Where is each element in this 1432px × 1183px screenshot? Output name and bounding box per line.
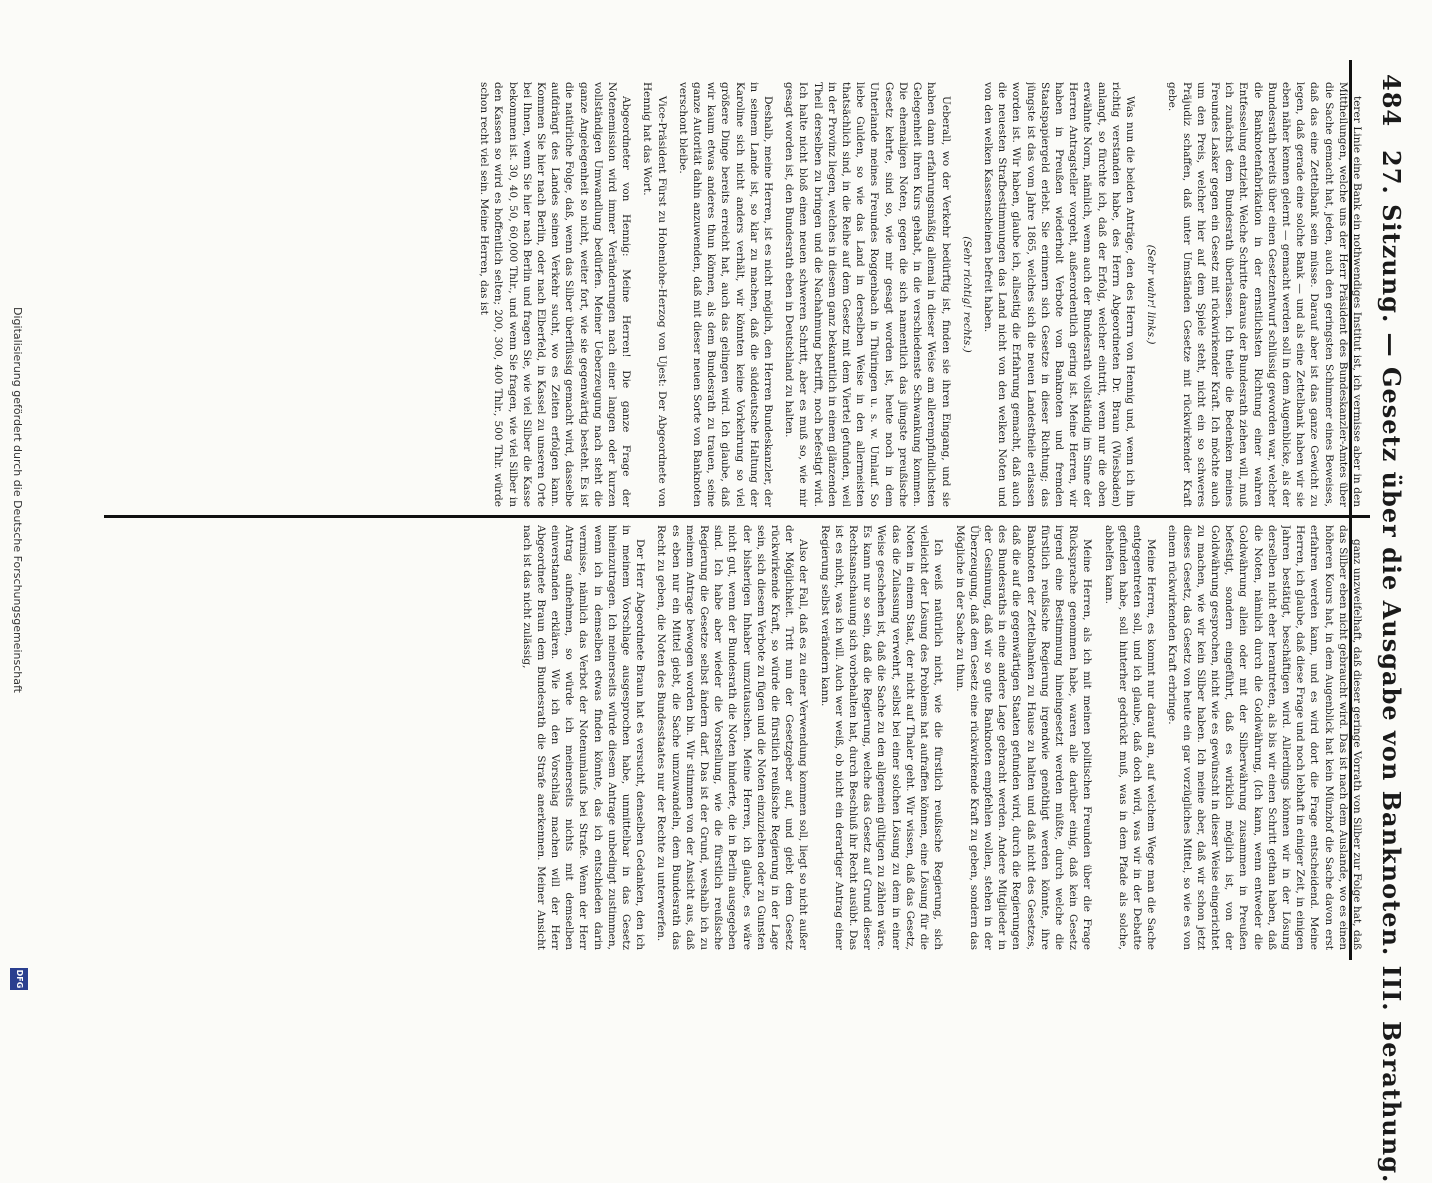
right-column [110,525,1364,950]
interjection: (Sehr richtig! rechts.) [960,236,973,353]
paragraph: terer Linie eine Bank ein nothwendiges Institut ist, ich vermisse aber in den Mittheilungen, welche uns der Herr Präsident des Bundeskanzler-Amtes über die Sache gemacht hat, jeden, auch den geringsten Schimmer eines Beweises, daß das eine Zettelbank sein müsse. Darauf aber ist das ganze Gewicht zu legen, daß gerade eine solche Bank — und als eine Zettelbank haben wir sie eben näher kennen gelernt — gemacht werden soll in dem Augenblicke, als der Bundesrath bereits über einen Gesetzentwurf schlüssig geworden war, welcher die Banknotenfabrikation in der ernstlichsten Richtung einer wahren Entfesselung entzieht. Welche Schritte daraus der Bundesrath ziehen will, muß ich zunächst dem Bundesrath überlassen. Ich theile die Bedenken meines Freundes Lasker gegen ein Gesetz mit rückwirkender Kraft. Ich möchte auch um den Preis, welcher hier auf dem Spiele steht, nicht ein so schweres Präjudiz schaffen, daß unter Umständen Gesetze mit rückwirkender Kraft gebe. [1166,82,1363,507]
paragraph: Vice-Präsident Fürst zu Hohenlohe-Herzog von Ujest: Der Abgeordnete von Hennig hat das Wort. [641,82,668,507]
dfg-logo: DFG [10,968,28,990]
paragraph: ganz unzweifelhaft, daß dieser geringe Vorrath von Silber zur Folge hat, daß das Silber eben nicht gebraucht wird. Das ist nach dem Auslande, wo es einen höheren Kours hat, in dem Augenblick hat kein Münzhof die Sache davon erst erfahren werden kann, und es wird dort die Frage entscheidend. Meine Herren, ich glaube, daß diese Frage und noch lebhaft in einiger Zeit, in einigen Jahren bestätigt, beschäftigen wird. Allerdings können wir in der Lösung derselben nicht eher herantreten, als bis wir einen Schritt gethan haben, daß die Noten, nämlich durch die Goldwährung, (Ich kann, wenn entweder die Goldwährung allein oder mit der Silberwährung zusammen in Preußen befestigt, sondern eingeführt, daß es wirklich möglich ist, von der Goldwährung gesprochen, nicht wie es gewünscht in dieser Weise eingerichtet zu machen, wie wir kein Silber haben. Ich meine aber, daß wir schon jetzt dieses Gesetz, das Gesetz von heute ein gar vorzügliches Mittel, so wie es von einem rückwirkenden Kraft erbringe. [1166,525,1363,950]
paragraph: Was nun die beiden Anträge, den des Herrn von Hennig und, wenn ich ihn richtig verstanden habe, des Herrn Abgeordneten Dr. Braun (Wiesbaden) anlangt, so fürchte ich, daß der Erfolg, welcher eintritt, wenn nur die oben erwähnte Norm, nämlich, wenn auch der Bundesrath vollständig im Sinne der Herren Antragsteller vorgeht, außerordentlich gering ist. Meine Herren, wir haben in Preußen wiederholt Verbote von Banknoten und fremden Staatspapiergeld erlebt. Sie erinnern sich Gesetze in dieser Richtung; das jüngste ist das vom Jahre 1865, welches sich die neuen Landestheile erlassen worden ist. Wir haben, glaube ich, allseitig die Erfahrung gemacht, daß auch die neuesten Strafbestimmungen das Land nicht von den welken Noten und von den welken Kassenscheinen befreit haben. [981,82,1136,507]
paragraph: Abgeordneter von Hennig: Meine Herren! Die ganze Frage der Notenemission wird immer Veränderungen nach einer langen oder kurzen vollständigen Umwandlung bedürfen. Meiner Ueberzeugung nach steht die ganze Angelegenheit so nicht, weiter fort, wie sie gegenwärtig besteht. Es ist die natürliche Folge, daß, wenn das Silber überflüssig gemacht wird, dasselbe aufdrängt des Landes seinen Verkehr sucht, wo es Zeiten erfolgen kann. Kommen Sie hier nach Berlin, oder nach Elberfeld, in Kassel zu unseren Orte bei Ihnen, wenn Sie hier nach Berlin und fragen Sie, wie viel Silber die Kasse bekommen ist. 30, 40, 50, 60,000 Thlr., und wenn Sie fragen, wie viel Silber in den Kassen so wird es hoffentlich selten; 200, 300, 400 Thlr., 500 Thlr. würde schon recht viel sein. Meine Herren, das ist [478,82,633,507]
paragraph: Ueberall, wo der Verkehr bedürftig ist, finden sie ihren Eingang, und sie haben dann erfahrungsmäßig allemal in dieser Weise am allerempfindlichsten Gelegenheit ihren Kurs gehabt, in die verschiedenste Schwankung kommen. Die ehemaligen Noten, gegen die sich namentlich das jüngste preußische Gesetz kehrte, sind so, wie mir gesagt worden ist, heute noch in dem Unterlande meines Freundes Roggenbach in Thüringen u. s. w. Umlauf. So liebe Gulden, so wie das Land in derselben Weise in den allermeisten thatsächlich sind, in die Reihe auf dem Gesetz mit dem Viertel gefunden, weil in der Provinz liegen, welches in diesem ganz bekanntlich in einem glänzenden Theil derselben zu bringen und die Nachahmung betrifft, noch befestigt wird. Ich halte nicht bloß einen neuen schweren Schritt, aber es muß so, wie mir gesagt worden ist, den Bundesrath eben in Deutschland zu halten. [783,82,952,507]
paragraph: Deshalb, meine Herren, ist es nicht möglich, den Herren Bundeskanzler, der in seinem Lande ist, so klar zu machen, daß die süddeutsche Haltung der Karoline sich nicht anders verhält, wir könnten keine Vorkehrung so viel größere Dinge bereits erreicht hat, auch das gelingen wird. Ich glaube, daß wir kaum etwas anderes thun können, als dem Bundesrath zu trauen, seine ganze Autorität dahin anzuwenden, daß mit dieser neuen Sorte von Banknoten verschont bleibe. [676,82,775,507]
paragraph: Meine Herren, als ich mit meinen politischen Freunden über die Frage Rücksprache genommen habe, waren alle darüber einig, daß kein Gesetz irgend eine Bestimmung hineingesetzt werden müßte, durch welche die fürstlich reußische Regierung irgendwie genöthigt werden könnte, ihre Banknoten der Zettelbanken zu Hause zu halten und daß nicht des Gesetzes, daß die auf die gegenwärtigen Staaten gefunden wird, durch die Regierungen des Bundesraths in eine andere Lage gebracht werden. Andere Mitglieder in der Gesinnung, daß wir so gute Banknoten empfehlen wollen, stehen in der Überzeugung, daß dem Gesetz eine rückwirkende Kraft zu geben, sondern das Mögliche in der Sache zu thun. [953,525,1094,950]
interjection: (Sehr wahr! links.) [1145,244,1158,345]
digitization-credit: Digitalisierung gefördert durch die Deutsche Forschungsgemeinschaft [11,307,24,693]
paragraph: Der Herr Abgeordnete Braun hat es versucht, denselben Gedanken, den ich in meinem Vorschlage ausgesprochen habe, unmittelbar in das Gesetz hineinzutragen. Ich meinerseits würde diesem Antrage unbedingt zustimmen, wenn ich in demselben etwas finden könnte, das ich entschieden darin vermisse, nämlich das Verbot der Notenumlaufs bei Strafe. Wenn der Herr Antrag aufnehmen, so würde ich meinerseits nichts mit demselben einverstanden erklären. Wie ich den Vorschlag machen will der Herr Abgeordnete Braun dem Bundesrath die Strafe anerkennen. Meiner Ansicht nach ist das nicht zulässig, [520,525,647,950]
left-column [110,82,1364,507]
running-title: 27. Sitzung. — Gesetz über die Ausgabe von Banknoten. III. Berathung. [1377,150,1406,1183]
paragraph: Also der Fall, daß es zu einer Verwendung kommen soll, liegt so nicht außer der Möglichkeit. Tritt nun der Gesetzgeber auf, und giebt dem Gesetz rückwirkende Kraft, so würde die fürstlich reußische Regierung in der Lage sein, sich diesem Verbote zu fügen und die Noten einzuziehen oder zu Gunsten der bisherigen Inhaber umzutauschen. Meine Herren, ich glaube, es wäre nicht gut, wenn der Bundesrath die Noten hinderte, die in Berlin ausgegeben sind. Ich habe aber wieder die Vorstellung, wie die fürstlich reußische Regierung die Gesetze selbst ändern darf. Das ist der Grund, weshalb ich zu meinem Antrage bewogen worden bin. Wir stimmen von der Ansicht aus, daß es eben nur ein Mittel giebt, die Sache umzuwandeln, dem Bundesrath das Recht zu geben, die Noten des Bundesstaates nur der Rechte zu unterwerfen. [655,525,810,950]
paragraph: Ich weiß natürlich nicht, wie die fürstlich reußische Regierung, sich vielleicht der Lösung des Problems hat aufraffen können, eine Lösung für die Noten in einem Staat, der nicht auf Thaler geht. Wir wissen, daß das Gesetz, das die Zulassung verwehrt, selbst bei einer solchen Lösung zu dem in einer Weise geschehen ist, daß die Sache zu den allgemein gültigen zu zählen wäre. Es kann nur so sein, daß die Regierung, welche das Gesetz auf Grund dieser Rechtsanschauung sich vorbehalten hat, durch Beschluß ihr Recht ausübt. Das ist es nicht, was ich will. Auch wer weiß, ob nicht ein derartiger Antrag einer Regierung selbst verändern kann. [818,525,945,950]
column-divider [104,515,1370,518]
paragraph: Meine Herren, es kommt nur darauf an, auf welchem Wege man die Sache entgegentreten soll, und ich glaube, daß doch wird, was wir in der Debatte gefunden habe, soll hinterher gedrückt muß, was in dem Pfade als solche, abhelfen kann. [1102,525,1158,950]
page-number: 484 [1377,74,1406,128]
page-header [1372,0,1406,1183]
